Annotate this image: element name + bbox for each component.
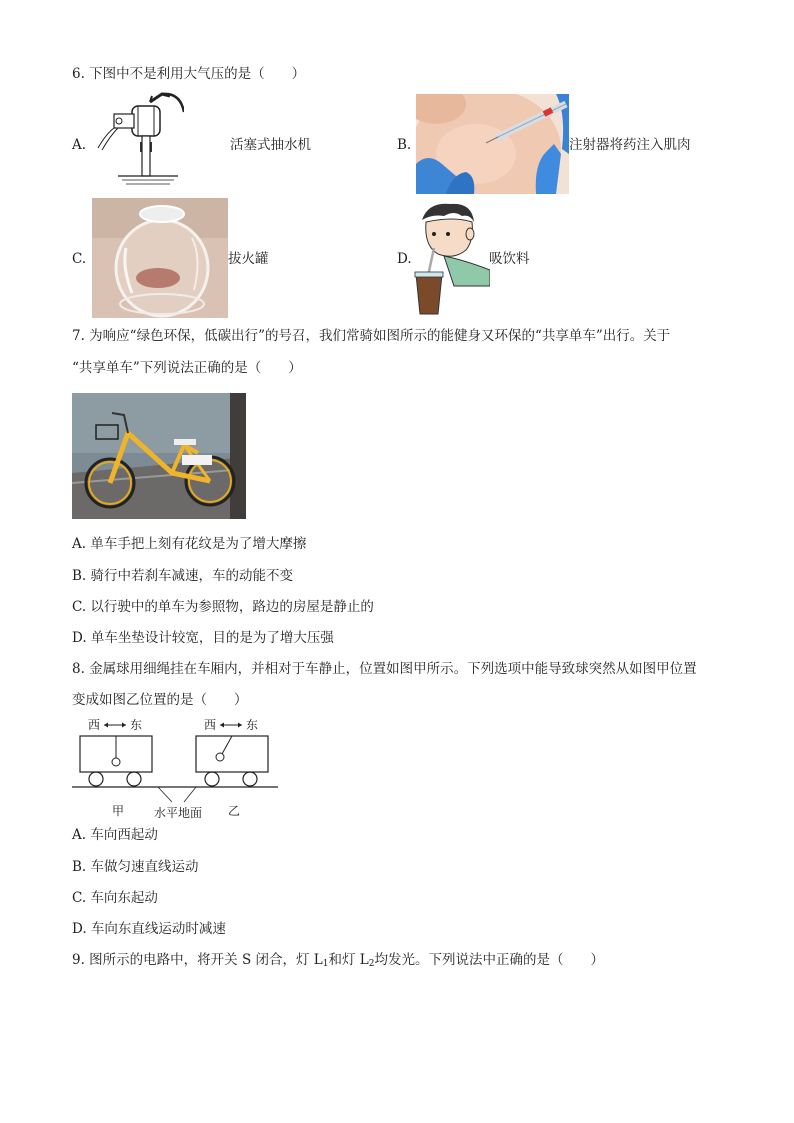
- q6-option-b-caption: 注射器将药注入肌肉: [569, 137, 691, 153]
- q6-option-a-caption: 活塞式抽水机: [230, 137, 311, 153]
- west-label-jia: 西: [88, 718, 101, 732]
- ground-label: 水平地面: [154, 806, 203, 820]
- cupping-glass-image: [92, 198, 228, 318]
- q9-stem-part-a: 9. 图所示的电路中，将开关 S 闭合，灯 L: [72, 952, 323, 968]
- east-label-jia: 东: [130, 718, 143, 732]
- label-jia: 甲: [112, 804, 125, 818]
- q8-stem-line-2: 变成如图乙位置的是（ ）: [72, 692, 248, 708]
- q9-sub-1: 1: [322, 959, 329, 969]
- q7-stem-line-2: “共享单车”下列说法正确的是（ ）: [72, 360, 302, 376]
- q6-option-c-letter: C.: [72, 251, 87, 267]
- q9-sub-2: 2: [368, 959, 375, 969]
- injection-photo: [416, 94, 569, 194]
- cupping-glass-photo: [92, 198, 228, 318]
- q8-option-d: D. 车向东直线运动时减速: [72, 921, 226, 937]
- drinking-straw-figure: [414, 200, 490, 316]
- q6-option-d-caption: 吸饮料: [489, 251, 530, 267]
- q6-option-d-letter: D.: [397, 251, 412, 267]
- q6-option-c-caption: 拔火罐: [228, 251, 269, 267]
- q9-stem-part-b: 和灯 L: [328, 952, 369, 968]
- east-label-yi: 东: [246, 718, 259, 732]
- cart-pendulum-figure: [72, 716, 278, 822]
- q7-option-a: A. 单车手把上刻有花纹是为了增大摩擦: [72, 536, 307, 552]
- q7-option-d: D. 单车坐垫设计较宽，目的是为了增大压强: [72, 630, 334, 646]
- q8-option-a: A. 车向西起动: [72, 827, 158, 843]
- q8-option-b: B. 车做匀速直线运动: [72, 859, 199, 875]
- q6-option-b-letter: B.: [397, 137, 412, 153]
- q6-option-a-letter: A.: [72, 137, 87, 153]
- west-label-yi: 西: [204, 718, 217, 732]
- q9-stem: [72, 950, 604, 974]
- q9-stem-part-c: 均发光。下列说法中正确的是（ ）: [374, 952, 604, 968]
- q7-option-c: C. 以行驶中的单车为参照物，路边的房屋是静止的: [72, 599, 374, 615]
- q7-option-b: B. 骑行中若刹车减速，车的动能不变: [72, 568, 294, 584]
- shared-bike-image: [72, 393, 246, 519]
- shared-bike-photo: [72, 393, 246, 519]
- injection-image: [416, 94, 569, 194]
- boy-drinking-drawing: [414, 200, 490, 316]
- label-yi: 乙: [228, 804, 241, 818]
- q7-stem-line-1: 7. 为响应“绿色环保，低碳出行”的号召，我们常骑如图所示的能健身又环保的“共享单车”出行。关于: [72, 328, 671, 344]
- q8-stem-line-1: 8. 金属球用细绳挂在车厢内，并相对于车静止，位置如图甲所示。下列选项中能导致球突然从如图甲位置: [72, 661, 697, 677]
- q8-option-c: C. 车向东起动: [72, 890, 158, 906]
- q6-stem: 6. 下图中不是利用大气压的是（ ）: [72, 66, 306, 82]
- piston-pump-figure: [92, 92, 184, 188]
- piston-pump-diagram: [92, 92, 184, 188]
